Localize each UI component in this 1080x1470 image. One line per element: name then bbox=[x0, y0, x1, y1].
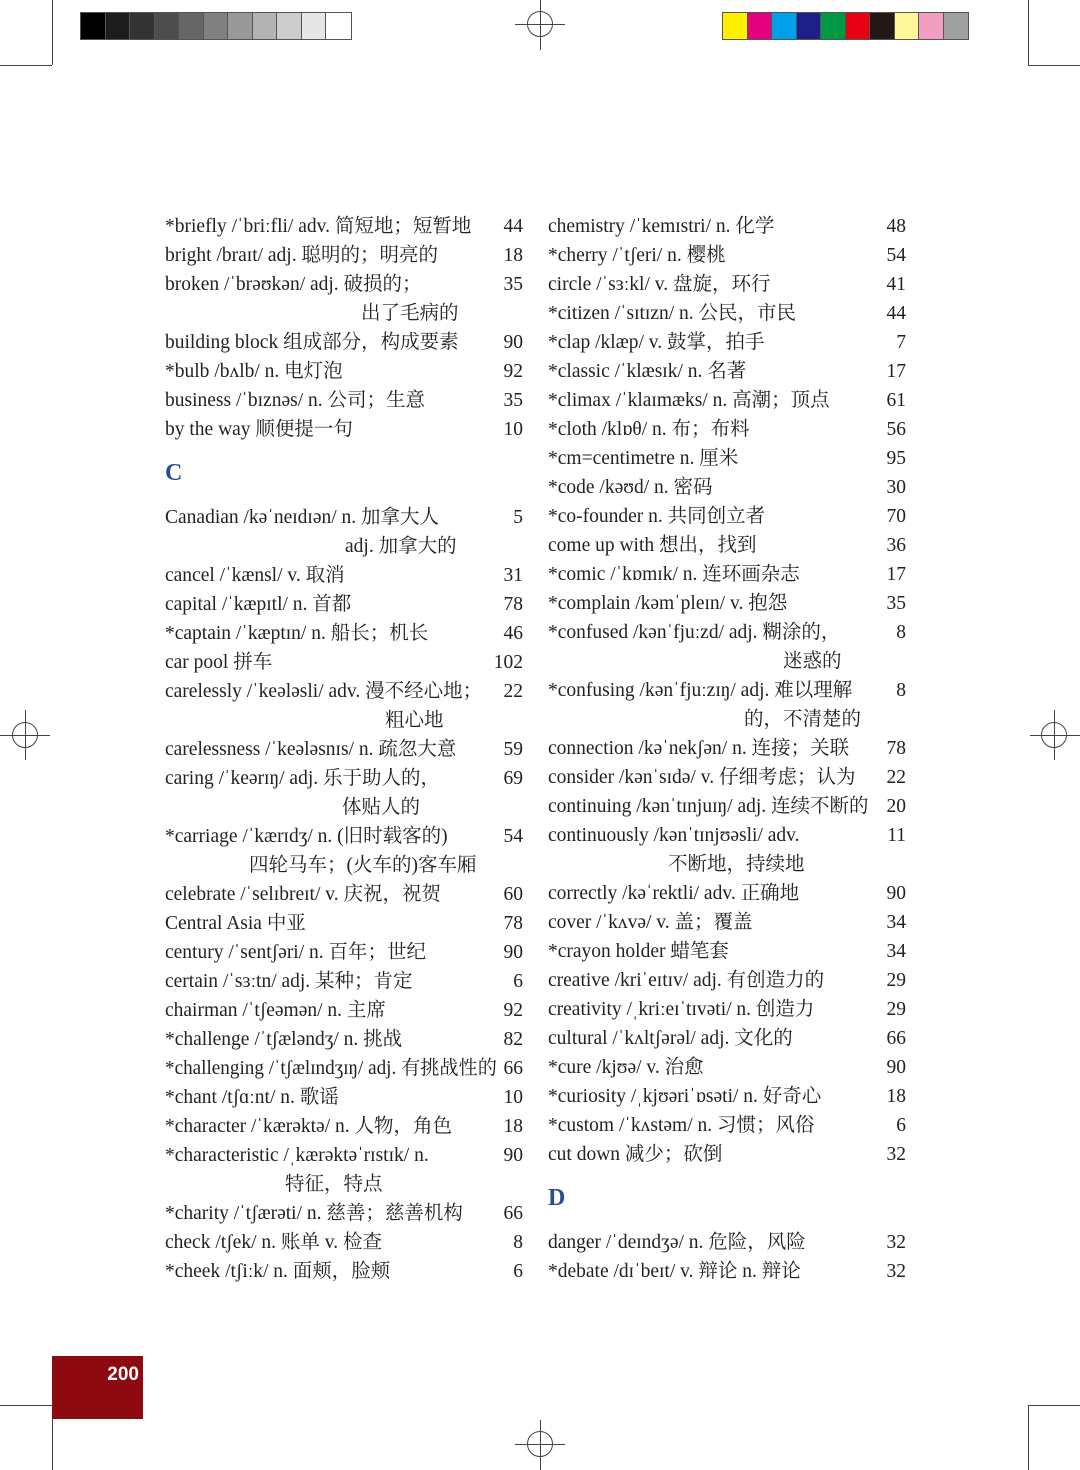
entry-page-number: 10 bbox=[503, 419, 523, 440]
entry-page-number: 70 bbox=[886, 506, 906, 527]
entry-page-number: 102 bbox=[493, 652, 523, 673]
entry-text: *confused /kənˈfjuːzd/ adj. 糊涂的， bbox=[548, 622, 841, 643]
color-swatch bbox=[106, 13, 131, 39]
glossary-entry bbox=[548, 328, 906, 357]
section-letter-heading: D bbox=[548, 1185, 566, 1211]
entry-page-number: 66 bbox=[503, 1058, 523, 1079]
color-swatch bbox=[846, 13, 871, 39]
entry-text: *charity /ˈtʃærəti/ n. 慈善；慈善机构 bbox=[165, 1203, 463, 1224]
crop-mark bbox=[1028, 1405, 1029, 1470]
entry-page-number: 90 bbox=[886, 1057, 906, 1078]
entry-page-number: 22 bbox=[886, 767, 906, 788]
entry-text: circle /ˈsɜːkl/ v. 盘旋，环行 bbox=[548, 274, 771, 295]
color-swatch bbox=[155, 13, 180, 39]
entry-text: by the way 顺便提一句 bbox=[165, 419, 353, 440]
entry-text: *co-founder n. 共同创立者 bbox=[548, 506, 766, 527]
entry-page-number: 48 bbox=[886, 216, 906, 237]
entry-text: *confusing /kənˈfjuːzɪŋ/ adj. 难以理解 bbox=[548, 680, 853, 701]
color-swatch bbox=[228, 13, 253, 39]
glossary-entry bbox=[548, 212, 906, 241]
entry-page-number: 61 bbox=[886, 390, 906, 411]
color-swatch bbox=[723, 13, 748, 39]
registration-mark bbox=[527, 1431, 553, 1457]
entry-page-number: 78 bbox=[503, 594, 523, 615]
entry-page-number: 32 bbox=[886, 1144, 906, 1165]
entry-page-number: 56 bbox=[886, 419, 906, 440]
color-swatch bbox=[797, 13, 822, 39]
entry-page-number: 90 bbox=[503, 942, 523, 963]
entry-page-number: 11 bbox=[887, 825, 906, 846]
entry-definition-continuation: 四轮马车；(火车的)客车厢 bbox=[249, 855, 477, 876]
entry-text: *cure /kjʊə/ v. 治愈 bbox=[548, 1057, 704, 1078]
glossary-entry bbox=[165, 1112, 523, 1141]
glossary-column-left bbox=[165, 212, 523, 1286]
color-swatch bbox=[944, 13, 969, 39]
glossary-entry bbox=[548, 415, 906, 444]
entry-definition-continuation: adj. 加拿大的 bbox=[345, 536, 457, 557]
glossary-entry bbox=[165, 996, 523, 1025]
entry-page-number: 29 bbox=[886, 970, 906, 991]
color-swatch bbox=[870, 13, 895, 39]
entry-page-number: 29 bbox=[886, 999, 906, 1020]
entry-page-number: 95 bbox=[886, 448, 906, 469]
crop-mark bbox=[1028, 0, 1029, 65]
entry-text: *carriage /ˈkærɪdʒ/ n. (旧时载客的) bbox=[165, 826, 448, 847]
entry-page-number: 8 bbox=[896, 622, 906, 643]
glossary-entry bbox=[548, 1082, 906, 1111]
glossary-entry bbox=[165, 415, 523, 444]
glossary-entry bbox=[548, 270, 906, 299]
entry-text: carelessly /ˈkeələsli/ adv. 漫不经心地； bbox=[165, 681, 483, 702]
glossary-entry bbox=[165, 1257, 523, 1286]
entry-text: creative /kriˈeɪtɪv/ adj. 有创造力的 bbox=[548, 970, 825, 991]
entry-text: century /ˈsentʃəri/ n. 百年；世纪 bbox=[165, 942, 427, 963]
glossary-entry bbox=[165, 1228, 523, 1257]
entry-text: *chant /tʃɑːnt/ n. 歌谣 bbox=[165, 1087, 339, 1108]
entry-text: check /tʃek/ n. 账单 v. 检查 bbox=[165, 1232, 382, 1253]
entry-text: *captain /ˈkæptɪn/ n. 船长；机长 bbox=[165, 623, 429, 644]
entry-text: continuously /kənˈtɪnjʊəsli/ adv. bbox=[548, 825, 800, 846]
entry-page-number: 66 bbox=[503, 1203, 523, 1224]
glossary-entry bbox=[165, 503, 523, 532]
entry-page-number: 78 bbox=[503, 913, 523, 934]
glossary-entry bbox=[548, 531, 906, 560]
entry-text: *citizen /ˈsɪtɪzn/ n. 公民，市民 bbox=[548, 303, 797, 324]
entry-text: *curiosity /ˌkjʊəriˈɒsəti/ n. 好奇心 bbox=[548, 1086, 822, 1107]
entry-text: *cm=centimetre n. 厘米 bbox=[548, 448, 739, 469]
entry-page-number: 90 bbox=[503, 332, 523, 353]
entry-text: *comic /ˈkɒmɪk/ n. 连环画杂志 bbox=[548, 564, 800, 585]
entry-text: building block 组成部分，构成要素 bbox=[165, 332, 459, 353]
crop-mark bbox=[52, 0, 53, 65]
glossary-entry bbox=[548, 589, 906, 618]
glossary-entry bbox=[548, 879, 906, 908]
glossary-entry bbox=[548, 763, 906, 792]
page-number-tab bbox=[52, 1356, 143, 1419]
glossary-entry bbox=[165, 328, 523, 357]
entry-text: cover /ˈkʌvə/ v. 盖；覆盖 bbox=[548, 912, 753, 933]
crop-mark bbox=[0, 1405, 52, 1406]
entry-definition-continuation: 不断地，持续地 bbox=[668, 854, 805, 875]
entry-page-number: 44 bbox=[886, 303, 906, 324]
entry-text: *cherry /ˈtʃeri/ n. 樱桃 bbox=[548, 245, 726, 266]
glossary-entry bbox=[548, 995, 906, 1024]
color-swatch bbox=[895, 13, 920, 39]
glossary-entry bbox=[165, 938, 523, 967]
glossary-entry bbox=[548, 1228, 906, 1257]
entry-text: *crayon holder 蜡笔套 bbox=[548, 941, 729, 962]
glossary-entry bbox=[165, 270, 523, 299]
entry-text: come up with 想出，找到 bbox=[548, 535, 757, 556]
glossary-column-right bbox=[548, 212, 906, 1286]
glossary-entry bbox=[165, 764, 523, 793]
entry-page-number: 17 bbox=[886, 564, 906, 585]
entry-text: *briefly /ˈbriːfli/ adv. 简短地；短暂地 bbox=[165, 216, 472, 237]
entry-text: *debate /dɪˈbeɪt/ v. 辩论 n. 辩论 bbox=[548, 1261, 801, 1282]
glossary-entry bbox=[165, 648, 523, 677]
entry-page-number: 90 bbox=[886, 883, 906, 904]
entry-text: danger /ˈdeɪndʒə/ n. 危险，风险 bbox=[548, 1232, 806, 1253]
glossary-entry bbox=[548, 299, 906, 328]
entry-text: certain /ˈsɜːtn/ adj. 某种；肯定 bbox=[165, 971, 413, 992]
entry-text: creativity /ˌkriːeɪˈtɪvəti/ n. 创造力 bbox=[548, 999, 815, 1020]
entry-page-number: 8 bbox=[513, 1232, 523, 1253]
entry-text: capital /ˈkæpɪtl/ n. 首都 bbox=[165, 594, 352, 615]
glossary-entry bbox=[548, 1053, 906, 1082]
entry-page-number: 66 bbox=[886, 1028, 906, 1049]
entry-definition-continuation: 体贴人的 bbox=[342, 797, 421, 818]
entry-text: *code /kəʊd/ n. 密码 bbox=[548, 477, 713, 498]
glossary-entry bbox=[548, 1111, 906, 1140]
entry-text: broken /ˈbrəʊkən/ adj. 破损的； bbox=[165, 274, 422, 295]
glossary-entry bbox=[165, 909, 523, 938]
entry-text: *challenging /ˈtʃælɪndʒɪŋ/ adj. 有挑战性的 bbox=[165, 1058, 497, 1079]
entry-page-number: 90 bbox=[503, 1145, 523, 1166]
color-swatch bbox=[81, 13, 106, 39]
glossary-entry bbox=[165, 241, 523, 270]
entry-page-number: 32 bbox=[886, 1261, 906, 1282]
entry-text: consider /kənˈsɪdə/ v. 仔细考虑；认为 bbox=[548, 767, 856, 788]
glossary-entry bbox=[165, 619, 523, 648]
entry-text: chemistry /ˈkemɪstri/ n. 化学 bbox=[548, 216, 775, 237]
color-swatch bbox=[821, 13, 846, 39]
color-swatch bbox=[253, 13, 278, 39]
glossary-entry bbox=[165, 880, 523, 909]
crop-mark bbox=[1028, 1405, 1080, 1406]
entry-page-number: 78 bbox=[886, 738, 906, 759]
glossary-entry bbox=[548, 1140, 906, 1169]
glossary-entry bbox=[548, 792, 906, 821]
entry-text: Canadian /kəˈneɪdɪən/ n. 加拿大人 bbox=[165, 507, 440, 528]
glossary-entry bbox=[548, 734, 906, 763]
glossary-entry bbox=[548, 386, 906, 415]
entry-text: *bulb /bʌlb/ n. 电灯泡 bbox=[165, 361, 343, 382]
color-swatch bbox=[748, 13, 773, 39]
color-swatch bbox=[302, 13, 327, 39]
entry-page-number: 34 bbox=[886, 941, 906, 962]
registration-mark bbox=[12, 722, 38, 748]
entry-page-number: 18 bbox=[503, 1116, 523, 1137]
entry-definition-continuation: 特征，特点 bbox=[285, 1174, 383, 1195]
page-number: 200 bbox=[107, 1364, 139, 1385]
entry-definition-continuation: 粗心地 bbox=[385, 710, 444, 731]
entry-page-number: 59 bbox=[503, 739, 523, 760]
entry-text: *climax /ˈklaɪmæks/ n. 高潮；顶点 bbox=[548, 390, 830, 411]
entry-text: cultural /ˈkʌltʃərəl/ adj. 文化的 bbox=[548, 1028, 793, 1049]
glossary-entry bbox=[548, 357, 906, 386]
entry-text: Central Asia 中亚 bbox=[165, 913, 306, 934]
entry-definition-continuation: 迷惑的 bbox=[783, 651, 842, 672]
entry-page-number: 6 bbox=[896, 1115, 906, 1136]
entry-page-number: 31 bbox=[503, 565, 523, 586]
color-swatch bbox=[772, 13, 797, 39]
entry-text: carelessness /ˈkeələsnɪs/ n. 疏忽大意 bbox=[165, 739, 457, 760]
color-swatch bbox=[204, 13, 229, 39]
glossary-entry bbox=[548, 502, 906, 531]
entry-text: *complain /kəmˈpleɪn/ v. 抱怨 bbox=[548, 593, 788, 614]
entry-page-number: 36 bbox=[886, 535, 906, 556]
entry-page-number: 34 bbox=[886, 912, 906, 933]
entry-text: *classic /ˈklæsɪk/ n. 名著 bbox=[548, 361, 747, 382]
entry-page-number: 17 bbox=[886, 361, 906, 382]
glossary-entry bbox=[165, 1025, 523, 1054]
entry-page-number: 35 bbox=[886, 593, 906, 614]
glossary-entry bbox=[165, 386, 523, 415]
entry-definition-continuation: 的，不清楚的 bbox=[744, 709, 862, 730]
glossary-entry bbox=[548, 937, 906, 966]
glossary-entry bbox=[165, 357, 523, 386]
glossary-entry bbox=[165, 1054, 523, 1083]
section-letter-heading: C bbox=[165, 460, 183, 486]
glossary-entry bbox=[548, 908, 906, 937]
registration-mark bbox=[1041, 722, 1067, 748]
crop-mark bbox=[0, 65, 52, 66]
glossary-entry bbox=[165, 967, 523, 996]
entry-page-number: 30 bbox=[886, 477, 906, 498]
color-swatch bbox=[130, 13, 155, 39]
crop-mark bbox=[1028, 65, 1080, 66]
entry-text: *custom /ˈkʌstəm/ n. 习惯；风俗 bbox=[548, 1115, 815, 1136]
entry-page-number: 92 bbox=[503, 1000, 523, 1021]
color-calibration-bar bbox=[722, 12, 969, 40]
entry-text: *cheek /tʃiːk/ n. 面颊，脸颊 bbox=[165, 1261, 391, 1282]
entry-page-number: 35 bbox=[503, 390, 523, 411]
entry-text: cut down 减少；砍倒 bbox=[548, 1144, 723, 1165]
entry-page-number: 35 bbox=[503, 274, 523, 295]
entry-text: caring /ˈkeərɪŋ/ adj. 乐于助人的， bbox=[165, 768, 440, 789]
entry-page-number: 8 bbox=[896, 680, 906, 701]
glossary-entry bbox=[548, 241, 906, 270]
entry-page-number: 6 bbox=[513, 971, 523, 992]
entry-text: bright /braɪt/ adj. 聪明的；明亮的 bbox=[165, 245, 438, 266]
color-swatch bbox=[326, 13, 351, 39]
glossary-entry bbox=[165, 1083, 523, 1112]
glossary-entry bbox=[548, 473, 906, 502]
entry-page-number: 20 bbox=[886, 796, 906, 817]
glossary-entry bbox=[548, 966, 906, 995]
entry-text: *character /ˈkærəktə/ n. 人物，角色 bbox=[165, 1116, 452, 1137]
entry-page-number: 92 bbox=[503, 361, 523, 382]
entry-text: celebrate /ˈselɪbreɪt/ v. 庆祝，祝贺 bbox=[165, 884, 441, 905]
grayscale-calibration-bar bbox=[80, 12, 352, 40]
glossary-entry bbox=[165, 561, 523, 590]
entry-page-number: 7 bbox=[896, 332, 906, 353]
entry-page-number: 18 bbox=[503, 245, 523, 266]
entry-text: chairman /ˈtʃeəmən/ n. 主席 bbox=[165, 1000, 386, 1021]
glossary-entry bbox=[165, 212, 523, 241]
color-swatch bbox=[919, 13, 944, 39]
glossary-entry bbox=[548, 560, 906, 589]
entry-page-number: 6 bbox=[513, 1261, 523, 1282]
glossary-entry bbox=[165, 822, 523, 851]
entry-page-number: 54 bbox=[886, 245, 906, 266]
entry-definition-continuation: 出了毛病的 bbox=[361, 303, 459, 324]
entry-page-number: 44 bbox=[503, 216, 523, 237]
entry-page-number: 10 bbox=[503, 1087, 523, 1108]
entry-text: cancel /ˈkænsl/ v. 取消 bbox=[165, 565, 345, 586]
entry-text: connection /kəˈnekʃən/ n. 连接；关联 bbox=[548, 738, 850, 759]
glossary-entry bbox=[548, 444, 906, 473]
entry-text: correctly /kəˈrektli/ adv. 正确地 bbox=[548, 883, 800, 904]
entry-page-number: 18 bbox=[886, 1086, 906, 1107]
entry-text: *challenge /ˈtʃæləndʒ/ n. 挑战 bbox=[165, 1029, 403, 1050]
entry-page-number: 22 bbox=[503, 681, 523, 702]
glossary-entry bbox=[165, 677, 523, 706]
glossary-entry bbox=[548, 676, 906, 705]
entry-page-number: 32 bbox=[886, 1232, 906, 1253]
entry-text: car pool 拼车 bbox=[165, 652, 273, 673]
glossary-entry bbox=[165, 1141, 523, 1170]
glossary-entry bbox=[548, 618, 906, 647]
glossary-entry bbox=[165, 735, 523, 764]
entry-page-number: 82 bbox=[503, 1029, 523, 1050]
entry-page-number: 46 bbox=[503, 623, 523, 644]
entry-page-number: 54 bbox=[503, 826, 523, 847]
entry-page-number: 41 bbox=[886, 274, 906, 295]
glossary-entry bbox=[548, 821, 906, 850]
glossary-entry bbox=[165, 1199, 523, 1228]
entry-page-number: 60 bbox=[503, 884, 523, 905]
entry-text: *clap /klæp/ v. 鼓掌，拍手 bbox=[548, 332, 765, 353]
registration-mark bbox=[527, 11, 553, 37]
entry-text: continuing /kənˈtɪnjuɪŋ/ adj. 连续不断的 bbox=[548, 796, 869, 817]
entry-page-number: 69 bbox=[503, 768, 523, 789]
entry-text: *cloth /klɒθ/ n. 布；布料 bbox=[548, 419, 750, 440]
glossary-entry bbox=[548, 1257, 906, 1286]
entry-text: business /ˈbɪznəs/ n. 公司；生意 bbox=[165, 390, 425, 411]
color-swatch bbox=[179, 13, 204, 39]
color-swatch bbox=[277, 13, 302, 39]
entry-text: *characteristic /ˌkærəktəˈrɪstɪk/ n. bbox=[165, 1145, 429, 1166]
entry-page-number: 5 bbox=[513, 507, 523, 528]
glossary-entry bbox=[165, 590, 523, 619]
glossary-entry bbox=[548, 1024, 906, 1053]
